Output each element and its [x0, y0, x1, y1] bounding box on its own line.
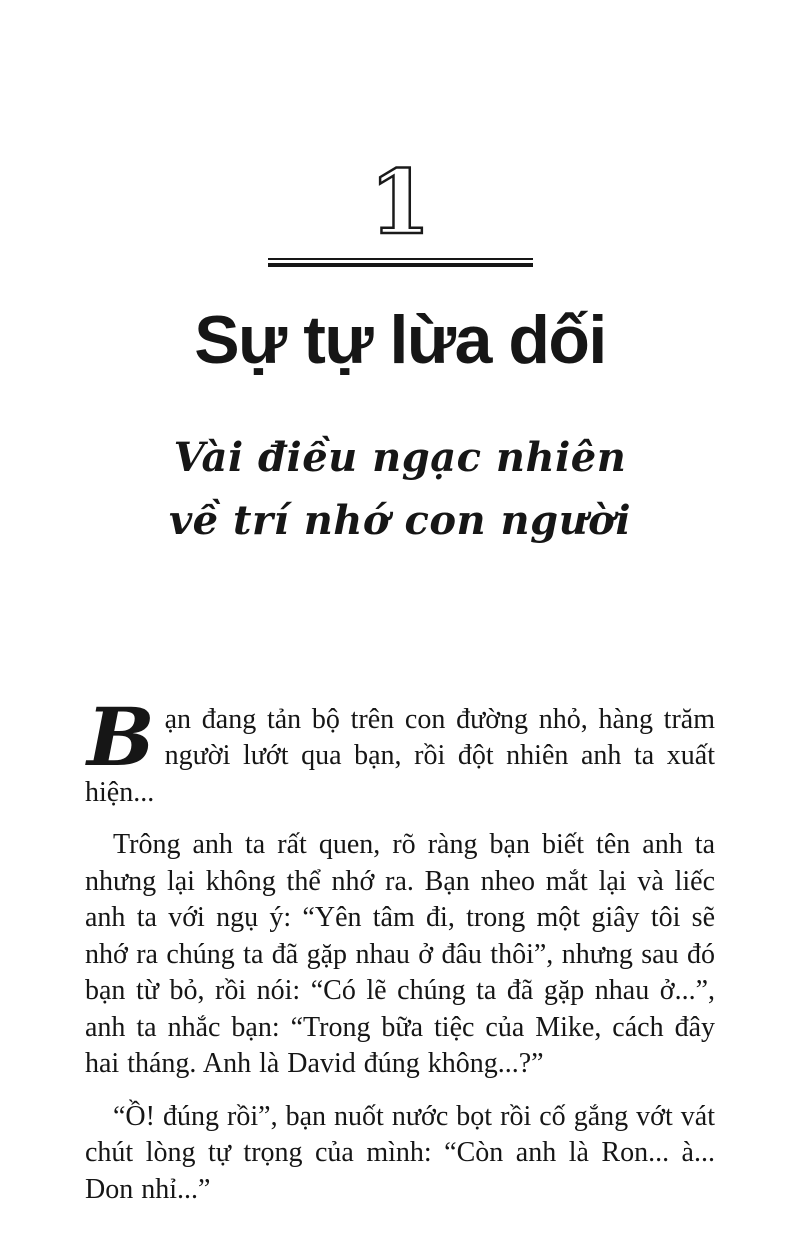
body-text — [85, 689, 715, 1209]
chapter-subtitle-line2: về trí nhớ con người — [168, 496, 632, 544]
paragraph-2: Trông anh ta rất quen, rõ ràng bạn biết tên anh ta nhưng lại không thể nhớ ra. Bạn nheo mắt lại và liếc anh ta với ngụ ý: “Yên tâm đi, trong một giây tôi sẽ nhớ ra chúng ta đã gặp nhau ở đâu thôi”, nhưng sau đó bạn từ bỏ, rồi nói: “Có lẽ chúng ta đã gặp nhau ở...”, anh ta nhắc bạn: “Trong bữa tiệc của Mike, cách đây hai tháng. Anh là David đúng không...?” — [85, 829, 715, 1080]
chapter-number: 1 — [369, 150, 431, 254]
chapter-subtitle — [0, 426, 800, 552]
dropcap-letter: B — [87, 689, 155, 784]
paragraph-3: “Ồ! đúng rồi”, bạn nuốt nước bọt rồi cố gắng vớt vát chút lòng tự trọng của mình: “Còn anh là Ron... à... Don nhỉ...” — [85, 1100, 715, 1205]
chapter-divider-rule — [268, 258, 533, 267]
chapter-subtitle-line1: Vài điều ngạc nhiên — [173, 433, 627, 481]
paragraph-1-text: ạn đang tản bộ trên con đường nhỏ, hàng trăm người lướt qua bạn, rồi đột nhiên anh ta xuất hiện... — [85, 703, 715, 808]
chapter-title: Sự tự lừa dối — [194, 302, 606, 378]
paragraph-1 — [85, 689, 715, 812]
